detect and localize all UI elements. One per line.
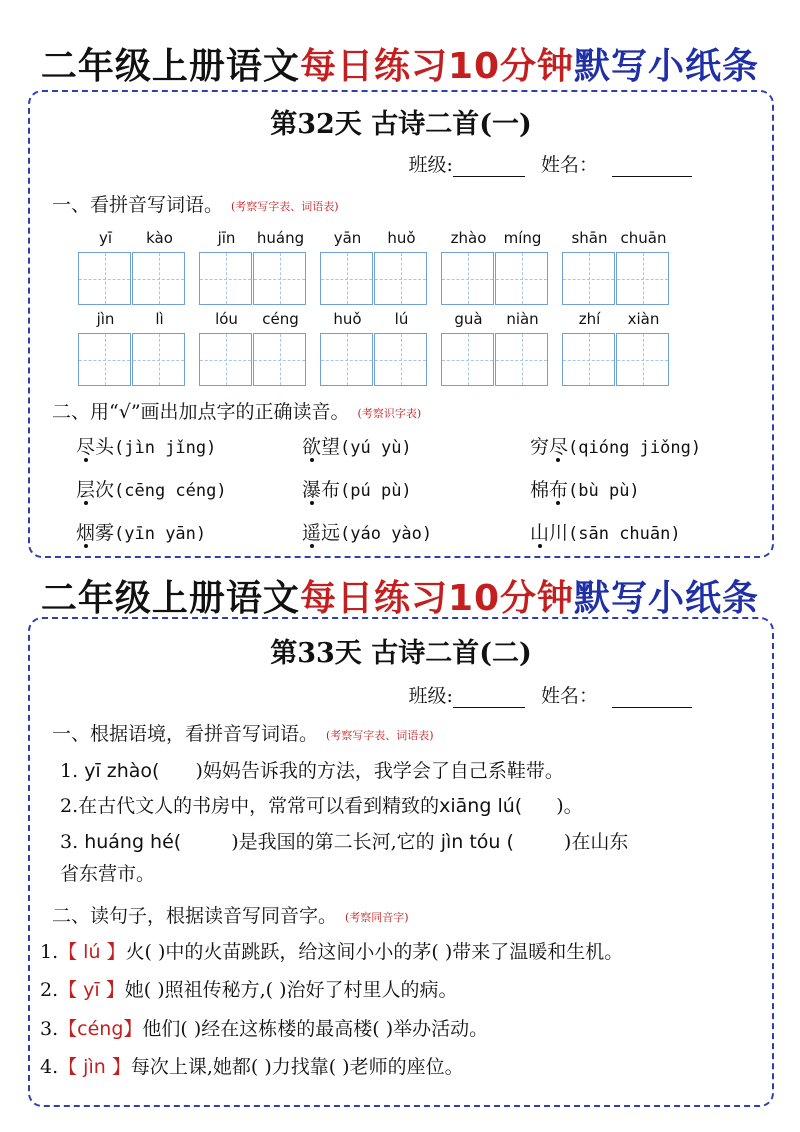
writing-box[interactable]	[132, 252, 185, 305]
writing-box[interactable]	[562, 333, 615, 386]
homophone-sentence-4	[40, 1052, 464, 1079]
banner-title-blue: 默写小纸条	[574, 578, 760, 619]
option-pinyin: (pú pù)	[340, 481, 412, 501]
pinyin-label: kào	[146, 229, 173, 247]
section-title: 一、看拼音写词语。	[52, 194, 224, 216]
pinyin-label: xiàn	[627, 310, 660, 328]
homophone-sentence-2	[40, 975, 458, 1002]
banner-title-black: 二年级上册语文	[40, 578, 300, 619]
question-text-end: )在山东	[563, 831, 629, 853]
question-number: 1.	[60, 760, 79, 782]
emphasis-dot	[310, 458, 314, 462]
pinyin-label: céng	[262, 310, 299, 328]
option-pinyin: (yú yù)	[340, 438, 412, 458]
question-text: 2.在古代文人的书房中，常常可以看到精致的	[60, 795, 440, 817]
class-name-fields	[409, 150, 692, 177]
question-pinyin: yī zhào(	[84, 760, 160, 782]
class-label: 班级:	[408, 685, 453, 707]
reading-option-3[interactable]	[530, 432, 701, 459]
emphasis-dot	[310, 501, 314, 505]
question-text: )是我国的第二长河,它的	[231, 831, 435, 853]
writing-box[interactable]	[562, 252, 615, 305]
reading-option-4[interactable]	[76, 475, 227, 502]
question-3	[60, 827, 628, 854]
question-2	[60, 791, 583, 818]
writing-box[interactable]	[78, 252, 131, 305]
pinyin-label: niàn	[506, 310, 539, 328]
writing-box[interactable]	[495, 333, 548, 386]
option-word: 遥远	[302, 522, 341, 544]
sentence-number: 2.	[40, 979, 59, 1001]
option-pinyin: (bù pù)	[568, 481, 640, 501]
banner-title-red: 每日练习10分钟	[299, 46, 575, 87]
question-number: 3.	[60, 831, 79, 853]
writing-box[interactable]	[374, 252, 427, 305]
writing-box[interactable]	[199, 252, 252, 305]
writing-box[interactable]	[253, 252, 306, 305]
option-pinyin: (cēng céng)	[114, 481, 227, 501]
section-note: (考察写字表、词语表)	[326, 729, 434, 742]
writing-box[interactable]	[78, 333, 131, 386]
section-2-heading	[52, 397, 421, 424]
pinyin-label: zhí	[578, 310, 601, 328]
pinyin-label: lì	[155, 310, 164, 328]
question-pinyin: xiāng lú(	[439, 795, 523, 817]
option-word: 烟雾	[76, 522, 115, 544]
option-word: 棉布	[530, 479, 569, 501]
name-label: 姓名：	[540, 685, 598, 707]
emphasis-dot	[538, 544, 542, 548]
pinyin-label: yān	[333, 229, 362, 247]
option-word: 山川	[530, 522, 569, 544]
name-blank[interactable]	[612, 156, 692, 177]
writing-box[interactable]	[199, 333, 252, 386]
section-note: (考察写字表、词语表)	[231, 200, 339, 213]
section-title: 一、根据语境，看拼音写词语。	[52, 723, 319, 745]
writing-box[interactable]	[374, 333, 427, 386]
question-pinyin: huáng hé(	[84, 831, 182, 853]
option-word: 瀑布	[302, 479, 341, 501]
pinyin-label: huǒ	[387, 229, 416, 247]
pinyin-tag: 【 lú 】	[58, 941, 126, 963]
reading-option-8[interactable]	[302, 518, 432, 545]
option-pinyin: (yáo yào)	[340, 524, 433, 544]
sentence-number: 4.	[40, 1056, 59, 1078]
reading-option-9[interactable]	[530, 518, 681, 545]
option-word: 穷尽	[530, 436, 569, 458]
question-1	[60, 756, 564, 783]
section-1-heading	[52, 190, 339, 217]
reading-option-7[interactable]	[76, 518, 206, 545]
pinyin-label: lóu	[215, 310, 238, 328]
pinyin-label: guà	[454, 310, 483, 328]
homophone-sentence-3	[40, 1014, 488, 1041]
option-word: 欲望	[302, 436, 341, 458]
sentence-text: 火( )中的火苗跳跃，给这间小小的茅( )带来了温暖和生机。	[125, 941, 624, 963]
banner-title-blue: 默写小纸条	[574, 46, 760, 87]
sentence-text: 她( )照祖传秘方,( )治好了村里人的病。	[124, 979, 458, 1001]
question-pinyin: jìn tóu (	[440, 831, 514, 853]
banner-title-black: 二年级上册语文	[40, 46, 300, 87]
emphasis-dot	[556, 458, 560, 462]
emphasis-dot	[556, 501, 560, 505]
section-title: 二、用“√”画出加点字的正确读音。	[52, 401, 350, 423]
section-1-heading	[52, 719, 434, 746]
pinyin-label: lú	[394, 310, 409, 328]
pinyin-label: shān	[571, 229, 608, 247]
sentence-text: 每次上课,她都( )力找靠( )老师的座位。	[130, 1056, 464, 1078]
homophone-sentence-1	[40, 937, 623, 964]
writing-box[interactable]	[441, 252, 494, 305]
section-2-heading	[52, 901, 409, 928]
emphasis-dot	[84, 501, 88, 505]
sentence-text: 他们( )经在这栋楼的最高楼( )举办活动。	[142, 1018, 489, 1040]
writing-box[interactable]	[253, 333, 306, 386]
reading-option-6[interactable]	[530, 475, 640, 502]
option-pinyin: (qióng jiǒng)	[568, 438, 702, 458]
page-title: 第32天 古诗二首(一)	[270, 109, 532, 140]
writing-box[interactable]	[616, 252, 669, 305]
option-pinyin: (jìn jǐng)	[114, 438, 217, 458]
question-3-continued: 省东营市。	[60, 863, 156, 885]
reading-option-2[interactable]	[302, 432, 412, 459]
section-note: (考察识字表)	[357, 407, 422, 420]
reading-option-1[interactable]	[76, 432, 216, 459]
pinyin-label: chuān	[620, 229, 667, 247]
emphasis-dot	[84, 458, 88, 462]
writing-box[interactable]	[320, 333, 373, 386]
banner-title-red: 每日练习10分钟	[299, 578, 575, 619]
writing-box[interactable]	[616, 333, 669, 386]
pinyin-label: huáng	[256, 229, 305, 247]
option-word: 层次	[76, 479, 115, 501]
pinyin-tag: 【céng】	[58, 1018, 143, 1040]
writing-box[interactable]	[132, 333, 185, 386]
option-pinyin: (yīn yān)	[114, 524, 207, 544]
class-label: 班级:	[408, 154, 453, 176]
class-name-fields	[409, 681, 692, 708]
writing-box[interactable]	[495, 252, 548, 305]
pinyin-tag: 【 yī 】	[58, 979, 125, 1001]
pinyin-label: jīn	[217, 229, 236, 247]
option-pinyin: (sān chuān)	[568, 524, 681, 544]
pinyin-label: jìn	[96, 310, 115, 328]
name-blank[interactable]	[612, 687, 692, 708]
writing-box[interactable]	[320, 252, 373, 305]
question-text-end: )。	[556, 795, 583, 817]
pinyin-label: zhào	[450, 229, 487, 247]
banner-2	[0, 570, 800, 621]
section-note: (考察同音字)	[345, 911, 409, 924]
writing-box[interactable]	[441, 333, 494, 386]
reading-option-5[interactable]	[302, 475, 412, 502]
option-word: 尽头	[76, 436, 115, 458]
emphasis-dot	[310, 544, 314, 548]
class-blank[interactable]	[453, 156, 525, 177]
pinyin-label: huǒ	[333, 310, 362, 328]
section-title: 二、读句子，根据读音写同音字。	[52, 905, 338, 927]
pinyin-label: yī	[98, 229, 113, 247]
worksheet-panel-1	[28, 90, 774, 558]
emphasis-dot	[84, 544, 88, 548]
banner-1	[0, 38, 800, 89]
pinyin-label: míng	[503, 229, 542, 247]
sentence-number: 1.	[40, 941, 59, 963]
pinyin-tag: 【 jìn 】	[58, 1056, 131, 1078]
question-text: )妈妈告诉我的方法，我学会了自己系鞋带。	[195, 760, 564, 782]
worksheet-panel-2	[28, 617, 774, 1107]
name-label: 姓名：	[540, 154, 598, 176]
page-title: 第33天 古诗二首(二)	[270, 638, 532, 669]
class-blank[interactable]	[453, 687, 525, 708]
sentence-number: 3.	[40, 1018, 59, 1040]
